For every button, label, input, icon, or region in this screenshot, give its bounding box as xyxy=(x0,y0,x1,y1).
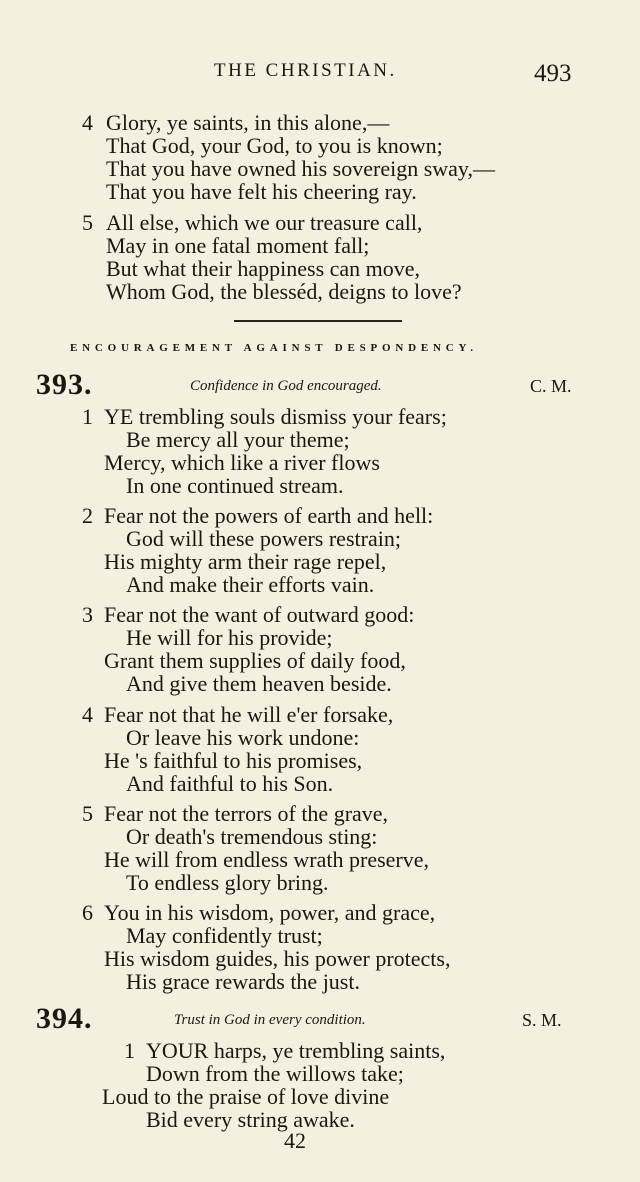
verse-line: To endless glory bring. xyxy=(126,870,329,895)
verse-line: YOUR harps, ye trembling saints, xyxy=(146,1038,446,1063)
stanza-number: 5 xyxy=(82,210,93,235)
hymn-number: 393. xyxy=(36,368,93,401)
verse-line: Loud to the praise of love divine xyxy=(102,1084,390,1109)
verse-line: Fear not that he will e'er forsake, xyxy=(104,702,394,727)
verse-line: That God, your God, to you is known; xyxy=(106,133,443,158)
verse-line: All else, which we our treasure call, xyxy=(106,210,423,235)
verse-line: Fear not the terrors of the grave, xyxy=(104,801,389,826)
verse-line: Fear not the powers of earth and hell: xyxy=(104,503,434,528)
verse-line: May confidently trust; xyxy=(126,923,323,948)
verse-line: Glory, ye saints, in this alone,— xyxy=(106,110,390,135)
verse-line: You in his wisdom, power, and grace, xyxy=(104,900,436,925)
verse-line: And make their efforts vain. xyxy=(126,572,375,597)
hymn-meter: S. M. xyxy=(522,1010,562,1030)
verse-line: Or death's tremendous sting: xyxy=(126,824,378,849)
page-number: 493 xyxy=(534,60,572,87)
verse-line: And give them heaven beside. xyxy=(126,671,392,696)
stanza-number: 6 xyxy=(82,900,93,925)
stanza-number: 2 xyxy=(82,503,93,528)
verse-line: Be mercy all your theme; xyxy=(126,427,350,452)
verse-line: Or leave his work undone: xyxy=(126,725,360,750)
hymn-title: Trust in God in every condition. xyxy=(174,1012,366,1028)
verse-line: He 's faithful to his promises, xyxy=(104,748,363,773)
verse-line: His mighty arm their rage repel, xyxy=(104,549,387,574)
stanza-number: 4 xyxy=(82,702,93,727)
section-title: ENCOURAGEMENT AGAINST DESPONDENCY. xyxy=(70,342,478,354)
verse-line: Down from the willows take; xyxy=(146,1061,404,1086)
stanza-number: 4 xyxy=(82,110,93,135)
verse-line: Whom God, the blesséd, deigns to love? xyxy=(106,279,462,304)
verse-line: And faithful to his Son. xyxy=(126,771,334,796)
verse-line: He will from endless wrath preserve, xyxy=(104,847,430,872)
verse-line: God will these powers restrain; xyxy=(126,526,401,551)
verse-line: But what their happiness can move, xyxy=(106,256,421,281)
page-footer-signature: 42 xyxy=(284,1128,306,1153)
verse-line: May in one fatal moment fall; xyxy=(106,233,370,258)
verse-line: Mercy, which like a river flows xyxy=(104,450,380,475)
verse-line: His grace rewards the just. xyxy=(126,969,360,994)
stanza-number: 5 xyxy=(82,801,93,826)
hymn-meter: C. M. xyxy=(530,376,572,396)
verse-line: He will for his provide; xyxy=(126,625,333,650)
verse-line: In one continued stream. xyxy=(126,473,344,498)
hymn-title: Confidence in God encouraged. xyxy=(190,378,382,394)
verse-line: Bid every string awake. xyxy=(146,1107,355,1132)
verse-line: Grant them supplies of daily food, xyxy=(104,648,406,673)
verse-line: His wisdom guides, his power protects, xyxy=(104,946,451,971)
stanza-number: 3 xyxy=(82,602,93,627)
verse-line: Fear not the want of outward good: xyxy=(104,602,415,627)
verse-line: YE trembling souls dismiss your fears; xyxy=(104,404,447,429)
stanza-number: 1 xyxy=(124,1038,135,1063)
stanza-number: 1 xyxy=(82,404,93,429)
verse-line: That you have felt his cheering ray. xyxy=(106,179,417,204)
running-header: THE CHRISTIAN. xyxy=(214,60,397,81)
hymn-number: 394. xyxy=(36,1002,93,1035)
divider-rule xyxy=(234,320,402,322)
verse-line: That you have owned his sovereign sway,— xyxy=(106,156,495,181)
